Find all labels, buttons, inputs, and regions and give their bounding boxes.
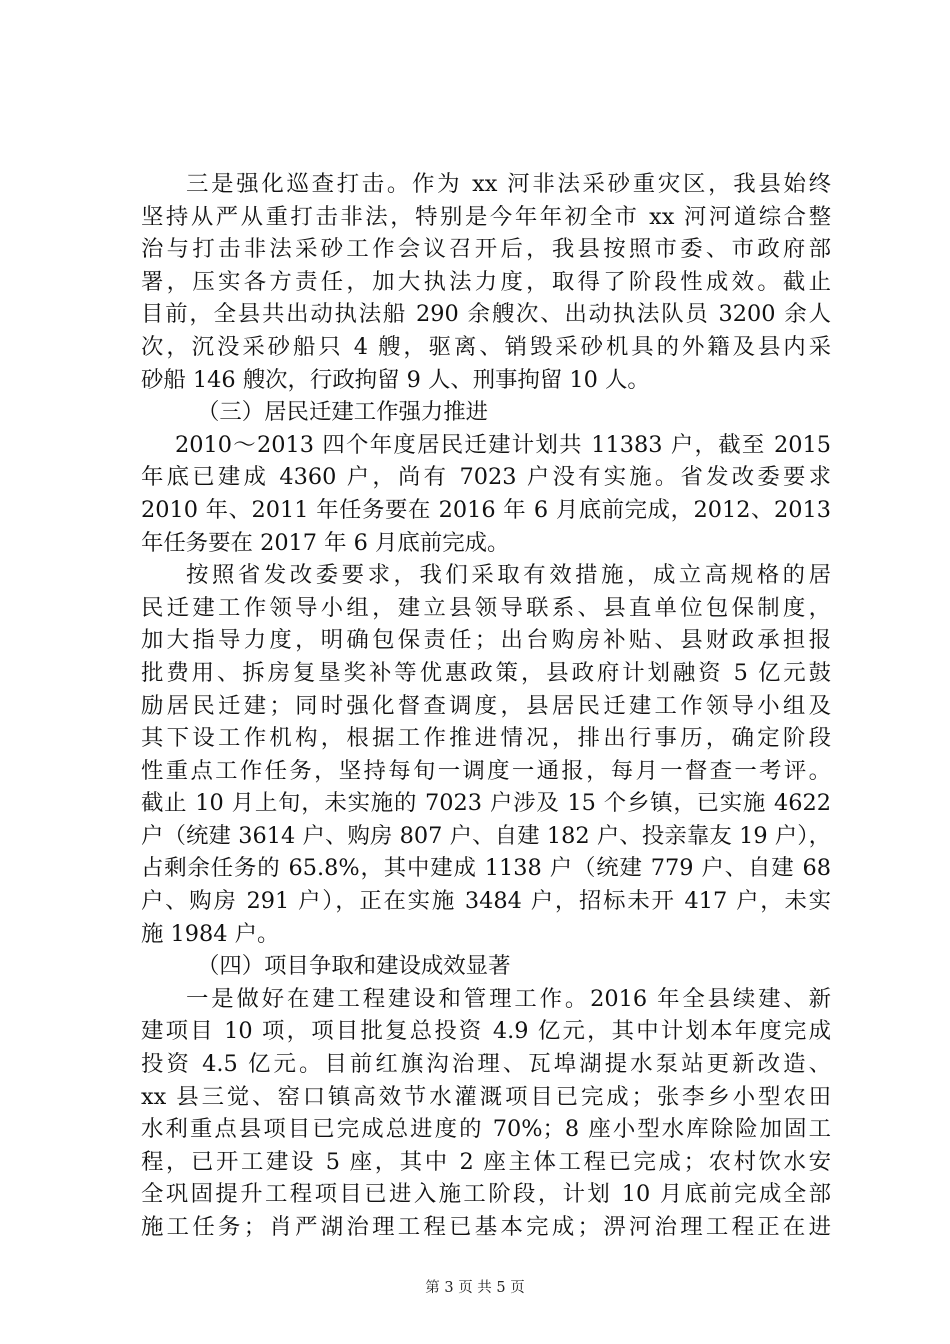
paragraph-line: 截止 10 月上旬，未实施的 7023 户涉及 15 个乡镇，已实施 4622 — [141, 790, 831, 817]
section-heading: （三）居民迁建工作强力推进 — [197, 399, 489, 426]
paragraph-line: 占剩余任务的 65.8%，其中建成 1138 户（统建 779 户、自建 68 — [141, 855, 831, 882]
paragraph-line: 三是强化巡查打击。作为 xx 河非法采砂重灾区，我县始终 — [186, 171, 831, 197]
paragraph-line: 全巩固提升工程项目已进入施工阶段，计划 10 月底前完成全部 — [141, 1181, 831, 1208]
paragraph-line: 按照省发改委要求，我们采取有效措施，成立高规格的居 — [186, 562, 831, 589]
paragraph-line: 施工任务；肖严湖治理工程已基本完成；淠河治理工程正在进 — [141, 1214, 831, 1240]
paragraph-line: 加大指导力度，明确包保责任；出台购房补贴、县财政承担报 — [141, 627, 831, 654]
paragraph-line: 性重点工作任务，坚持每旬一调度一通报，每月一督查一考评。 — [141, 757, 831, 784]
paragraph-line: 励居民迁建；同时强化督查调度，县居民迁建工作领导小组及 — [141, 692, 831, 719]
paragraph-line: 砂船 146 艘次，行政拘留 9 人、刑事拘留 10 人。 — [141, 366, 650, 393]
paragraph-line: 施 1984 户。 — [141, 920, 280, 947]
section-heading: （四）项目争取和建设成效显著 — [197, 953, 511, 980]
paragraph-line: 程，已开工建设 5 座，其中 2 座主体工程已完成；农村饮水安 — [141, 1148, 831, 1175]
page-number-footer: 第 3 页 共 5 页 — [425, 1280, 525, 1296]
paragraph-line: 其下设工作机构，根据工作推进情况，排出行事历，确定阶段 — [141, 725, 831, 752]
paragraph-line: 户、购房 291 户），正在实施 3484 户，招标未开 417 户，未实 — [141, 888, 831, 915]
paragraph-line: 2010 年、2011 年任务要在 2016 年 6 月底前完成，2012、2013 — [141, 496, 831, 523]
paragraph-line: 目前，全县共出动执法船 290 余艘次、出动执法队员 3200 余人 — [141, 301, 831, 328]
paragraph-line: 次，沉没采砂船只 4 艘，驱离、销毁采砂机具的外籍及县内采 — [141, 333, 831, 360]
paragraph-line: 民迁建工作领导小组，建立县领导联系、县直单位包保制度， — [141, 594, 831, 621]
paragraph-line: 治与打击非法采砂工作会议召开后，我县按照市委、市政府部 — [141, 236, 831, 263]
document-body — [141, 168, 831, 1244]
paragraph-line: 建项目 10 项，项目批复总投资 4.9 亿元，其中计划本年度完成 — [141, 1018, 831, 1045]
paragraph-line: 户（统建 3614 户、购房 807 户、自建 182 户、投亲靠友 19 户）， — [141, 822, 831, 849]
paragraph-line: 署，压实各方责任，加大执法力度，取得了阶段性成效。截止 — [141, 268, 831, 295]
paragraph-line: 坚持从严从重打击非法，特别是今年年初全市 xx 河河道综合整 — [141, 203, 831, 230]
paragraph-line: xx 县三觉、窑口镇高效节水灌溉项目已完成；张李乡小型农田 — [141, 1083, 831, 1110]
paragraph-line: 年底已建成 4360 户，尚有 7023 户没有实施。省发改委要求 — [141, 464, 831, 491]
paragraph-line: 年任务要在 2017 年 6 月底前完成。 — [141, 529, 510, 556]
paragraph-line: 一是做好在建工程建设和管理工作。2016 年全县续建、新 — [186, 985, 831, 1012]
paragraph-line: 批费用、拆房复垦奖补等优惠政策，县政府计划融资 5 亿元鼓 — [141, 659, 831, 686]
paragraph-line: 2010～2013 四个年度居民迁建计划共 11383 户，截至 2015 — [175, 431, 831, 458]
paragraph-line: 水利重点县项目已完成总进度的 70%；8 座小型水库除险加固工 — [141, 1116, 831, 1143]
paragraph-line: 投资 4.5 亿元。目前红旗沟治理、瓦埠湖提水泵站更新改造、 — [141, 1051, 831, 1078]
